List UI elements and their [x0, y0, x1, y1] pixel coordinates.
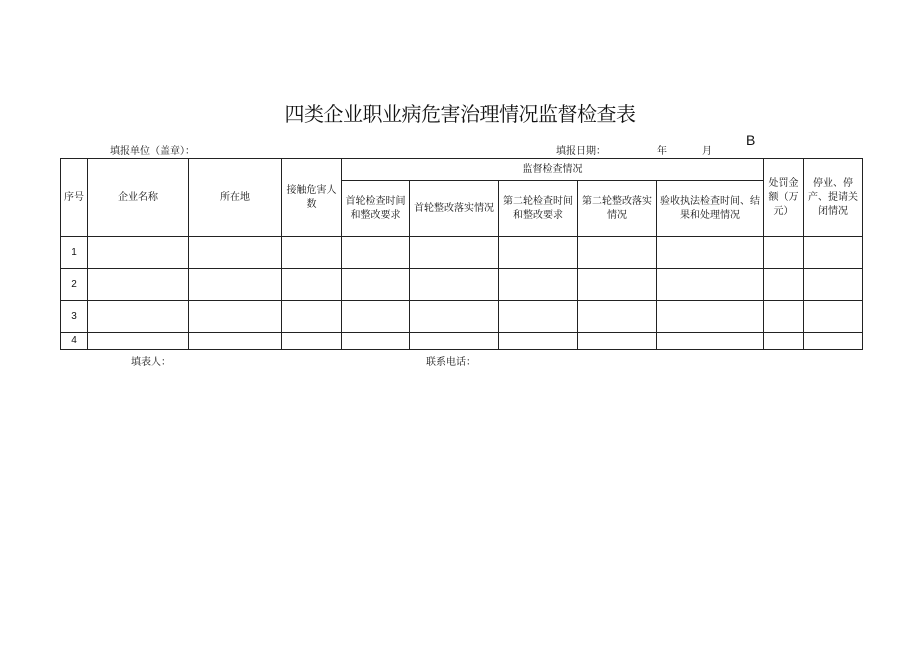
table-row [61, 333, 863, 350]
header-exposed-count: 接触危害人数 [282, 159, 342, 237]
cell-acceptance[interactable] [657, 237, 764, 269]
date-label: 填报日期： [556, 146, 606, 157]
cell-second-check[interactable] [499, 301, 578, 333]
cell-acceptance[interactable] [657, 333, 764, 350]
cell-suspension[interactable] [804, 269, 863, 301]
cell-second-check[interactable] [499, 269, 578, 301]
header-seq: 序号 [61, 159, 88, 237]
row-number: 4 [61, 333, 88, 350]
cell-suspension[interactable] [804, 301, 863, 333]
header-penalty: 处罚金额（万元） [764, 159, 804, 237]
cell-first-check[interactable] [342, 269, 410, 301]
row-number: 2 [61, 269, 88, 301]
cell-second-rectify[interactable] [578, 269, 657, 301]
cell-suspension[interactable] [804, 333, 863, 350]
cell-second-rectify[interactable] [578, 301, 657, 333]
cell-company[interactable] [88, 301, 189, 333]
header-company: 企业名称 [88, 159, 189, 237]
cell-company[interactable] [88, 237, 189, 269]
header-first-rectify: 首轮整改落实情况 [410, 181, 499, 237]
cell-penalty[interactable] [764, 269, 804, 301]
cell-company[interactable] [88, 333, 189, 350]
cell-first-check[interactable] [342, 301, 410, 333]
year-label: 年 [657, 146, 667, 157]
month-label: 月 [702, 146, 712, 157]
row-number: 1 [61, 237, 88, 269]
header-supervision-group: 监督检查情况 [342, 159, 764, 181]
header-second-check: 第二轮检查时间和整改要求 [499, 181, 578, 237]
cell-first-rectify[interactable] [410, 237, 499, 269]
cell-first-rectify[interactable] [410, 301, 499, 333]
cell-first-check[interactable] [342, 237, 410, 269]
corner-mark: B [746, 132, 756, 148]
page-title: 四类企业职业病危害治理情况监督检查表 [284, 102, 636, 126]
cell-exposed-count[interactable] [282, 237, 342, 269]
header-first-check: 首轮检查时间和整改要求 [342, 181, 410, 237]
unit-label: 填报单位（盖章）： [110, 146, 195, 157]
supervision-table [60, 158, 863, 350]
cell-exposed-count[interactable] [282, 301, 342, 333]
header-suspension: 停业、停产、提请关闭情况 [804, 159, 863, 237]
cell-suspension[interactable] [804, 237, 863, 269]
cell-first-rectify[interactable] [410, 333, 499, 350]
cell-location[interactable] [189, 301, 282, 333]
phone-label: 联系电话： [426, 357, 476, 368]
cell-penalty[interactable] [764, 301, 804, 333]
cell-exposed-count[interactable] [282, 269, 342, 301]
header-second-rectify: 第二轮整改落实情况 [578, 181, 657, 237]
table-row [61, 269, 863, 301]
cell-second-rectify[interactable] [578, 333, 657, 350]
cell-second-check[interactable] [499, 333, 578, 350]
cell-location[interactable] [189, 269, 282, 301]
table-row [61, 237, 863, 269]
cell-acceptance[interactable] [657, 301, 764, 333]
cell-location[interactable] [189, 237, 282, 269]
cell-location[interactable] [189, 333, 282, 350]
cell-acceptance[interactable] [657, 269, 764, 301]
cell-company[interactable] [88, 269, 189, 301]
cell-penalty[interactable] [764, 237, 804, 269]
header-acceptance: 验收执法检查时间、结果和处理情况 [657, 181, 764, 237]
cell-exposed-count[interactable] [282, 333, 342, 350]
cell-second-rectify[interactable] [578, 237, 657, 269]
cell-second-check[interactable] [499, 237, 578, 269]
cell-first-check[interactable] [342, 333, 410, 350]
cell-first-rectify[interactable] [410, 269, 499, 301]
header-location: 所在地 [189, 159, 282, 237]
filler-label: 填表人： [131, 357, 171, 368]
row-number: 3 [61, 301, 88, 333]
cell-penalty[interactable] [764, 333, 804, 350]
table-row [61, 301, 863, 333]
